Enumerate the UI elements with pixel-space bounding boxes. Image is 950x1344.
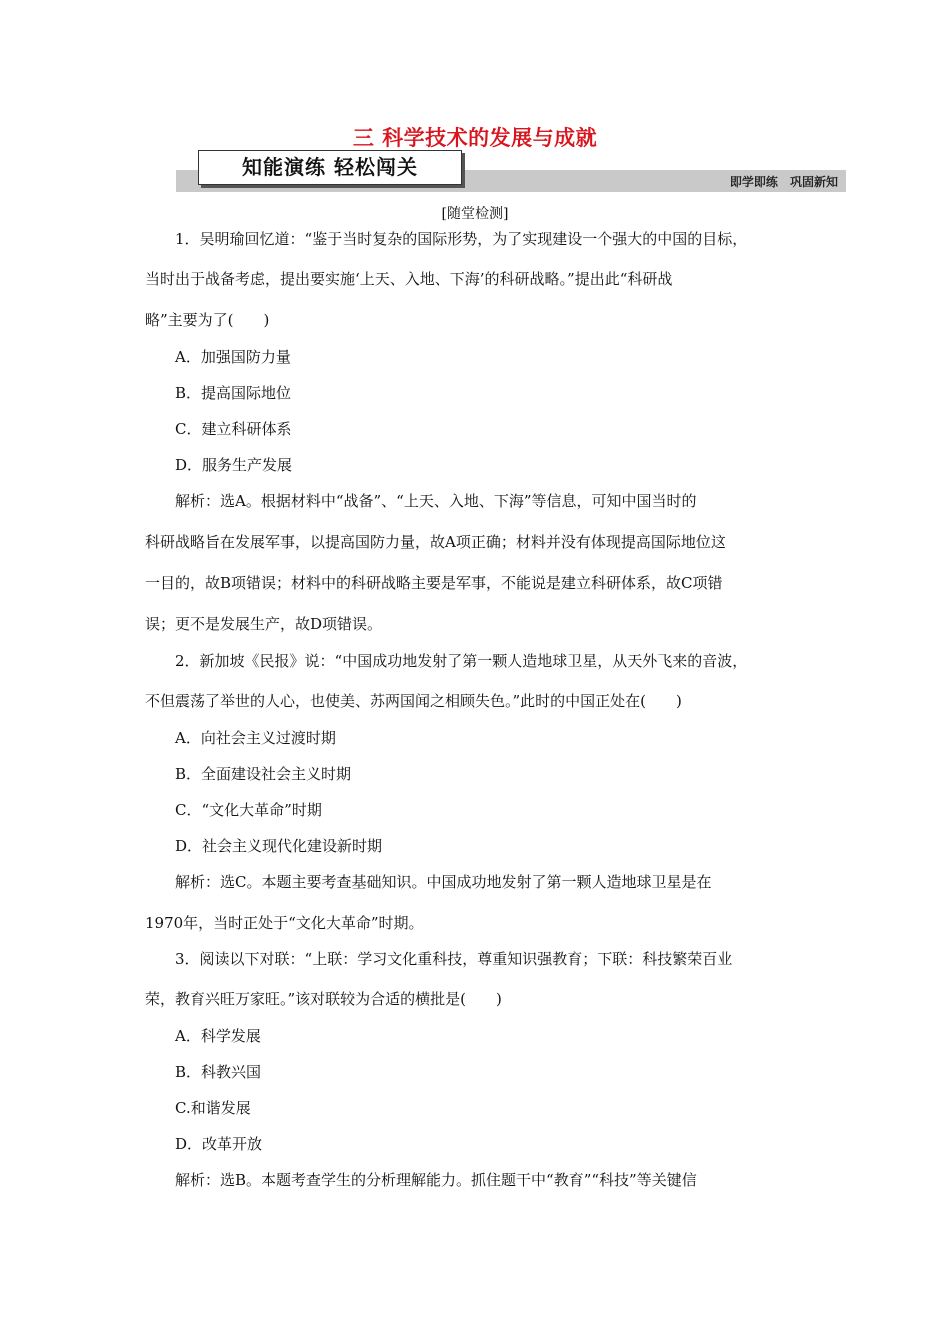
question-1-option-b: B．提高国际地位 — [175, 384, 292, 402]
question-1-stem-line-3: 略”主要为了( ) — [145, 311, 270, 329]
question-3-analysis-line-1: 解析：选B。本题考查学生的分析理解能力。抓住题干中“教育”“科技”等关键信 — [175, 1171, 697, 1189]
question-2-analysis-line-1: 解析：选C。本题主要考查基础知识。中国成功地发射了第一颗人造地球卫星是在 — [175, 873, 712, 891]
question-2-analysis-line-2: 1970年，当时正处于“文化大革命”时期。 — [145, 914, 424, 932]
question-3-option-b: B．科教兴国 — [175, 1063, 262, 1081]
question-2-option-c: C．“文化大革命”时期 — [175, 801, 322, 819]
question-2-option-b: B．全面建设社会主义时期 — [175, 765, 352, 783]
question-1-analysis-line-3: 一目的，故B项错误；材料中的科研战略主要是军事，不能说是建立科研体系，故C项错 — [145, 574, 723, 592]
page-title: 三 科学技术的发展与成就 — [352, 126, 598, 150]
question-3-option-a: A．科学发展 — [175, 1027, 261, 1045]
question-2-stem-line-1: 2．新加坡《民报》说：“中国成功地发射了第一颗人造地球卫星，从天外飞来的音波， — [175, 652, 748, 670]
section-label: [随堂检测] — [441, 206, 509, 222]
question-2-option-d: D．社会主义现代化建设新时期 — [175, 837, 383, 855]
question-1-analysis-line-4: 误；更不是发展生产，故D项错误。 — [145, 615, 383, 633]
question-3-stem-line-1: 3．阅读以下对联：“上联：学习文化重科技，尊重知识强教育；下联：科技繁荣百业 — [175, 950, 733, 968]
question-1-option-a: A．加强国防力量 — [175, 348, 291, 366]
question-3-option-c: C.和谐发展 — [175, 1099, 251, 1117]
question-2-option-a: A．向社会主义过渡时期 — [175, 729, 336, 747]
question-1-option-d: D．服务生产发展 — [175, 456, 293, 474]
question-1-option-c: C．建立科研体系 — [175, 420, 292, 438]
banner-box-title: 知能演练 轻松闯关 — [198, 150, 462, 185]
banner-slogan: 即学即练 巩固新知 — [729, 175, 838, 189]
question-3-option-d: D．改革开放 — [175, 1135, 263, 1153]
question-2-stem-line-2: 不但震荡了举世的人心，也使美、苏两国闻之相顾失色。”此时的中国正处在( ) — [145, 692, 682, 710]
question-1-analysis-line-2: 科研战略旨在发展军事，以提高国防力量，故A项正确；材料并没有体现提高国际地位这 — [145, 533, 726, 551]
question-3-stem-line-2: 荣，教育兴旺万家旺。”该对联较为合适的横批是( ) — [145, 990, 502, 1008]
question-1-stem-line-2: 当时出于战备考虑，提出要实施‘上天、入地、下海’的科研战略。”提出此“科研战 — [145, 270, 673, 288]
question-1-stem-line-1: 1．吴明瑜回忆道：“鉴于当时复杂的国际形势，为了实现建设一个强大的中国的目标， — [175, 230, 748, 248]
question-1-analysis-line-1: 解析：选A。根据材料中“战备”、“上天、入地、下海”等信息，可知中国当时的 — [175, 492, 697, 510]
